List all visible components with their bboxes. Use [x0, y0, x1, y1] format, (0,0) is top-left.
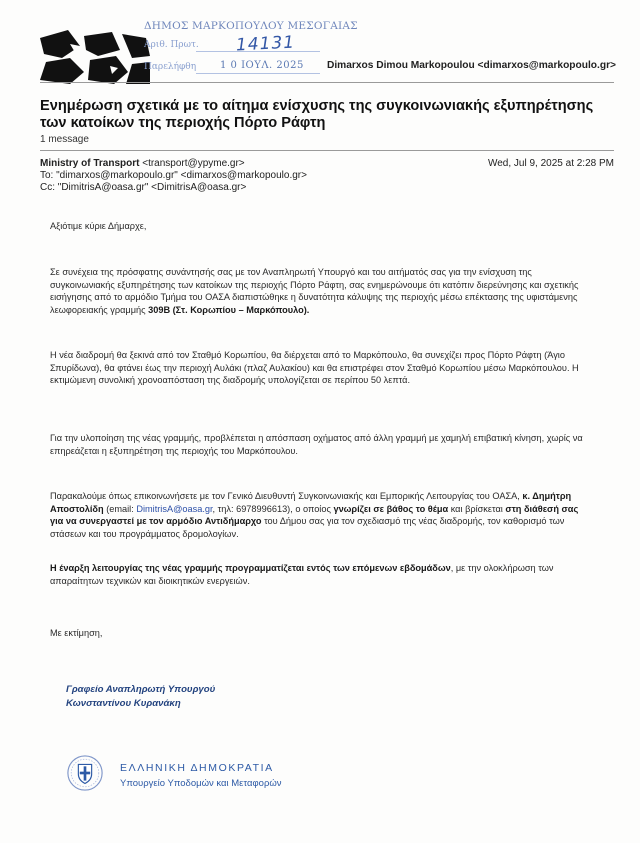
email-subject: Ενημέρωση σχετικά με το αίτημα ενίσχυσης της συγκοινωνιακής εξυπηρέτησης των κατοίκων της περιοχής Πόρτο Ράφτη [40, 98, 594, 131]
paragraph-text: Σε συνέχεια της πρόσφατης συνάντησής σας με τον Αναπληρωτή Υπουργό και του αιτήματός σας για την ενίσχυση της συγκοινωνιακής εξυπηρέτησης των κατοίκων της περιοχής Πόρτο Ράφτη, σας ενημερώνουμε ότι κατόπιν διερεύνησης και σχετικής εισήγησης από το αρμόδιο Τμήμα του ΟΑΣΑ διαπιστώθηκε η δυνατότητα κάλυψης της περιοχής μέσω επέκτασης της υφιστάμενης λεωφορειακής γραμμής [50, 267, 579, 315]
mailbox-header: Dimarxos Dimou Markopoulou <dimarxos@markopoulo.gr> [326, 60, 616, 71]
salutation: Αξιότιμε κύριε Δήμαρχε, [50, 221, 147, 231]
contact-name: κ. Δημήτρη Αποστολίδη [50, 491, 572, 514]
body-paragraph: Η νέα διαδρομή θα ξεκινά από τον Σταθμό Κορωπίου, θα διέρχεται από το Μαρκόπουλο, θα συνεχίζει προς Πόρτο Ράφτη (Άγιο Σπυρίδωνα), θα φτάνει έως την περιοχή Αυλάκι (πλαζ Αυλακίου) και θα επιστρέφει στον Σταθμό Κορωπίου μέσω Μαρκόπουλου. Η εκτιμώμενη συνολική χρονοαπόσταση της διαδρομής υπολογίζεται σε περίπου 50 λεπτά. [50, 350, 579, 386]
paragraph-text: (email: [106, 503, 134, 514]
protocol-stamp [144, 20, 358, 80]
paragraph-text: Παρακαλούμε όπως επικοινωνήσετε με τον Γενικό Διευθυντή Συγκοινωνιακής και Εμπορικής Λειτουργίας του ΟΑΣΑ, [50, 491, 520, 501]
paragraph-text: , τηλ: 6978996613), ο οποίος [212, 503, 331, 514]
body-paragraph: Για την υλοποίηση της νέας γραμμής, προβλέπεται η απόσπαση οχήματος από άλλη γραμμή με χαμηλή επιβατική κίνηση, χωρίς να επηρεάζεται η εξυπηρέτηση της περιοχής του Μαρκόπουλου. [50, 433, 583, 456]
signature-name: Κωνσταντίνου Κυρανάκη [66, 698, 181, 709]
stamp-organization: ΔΗΜΟΣ ΜΑΡΚΟΠΟΥΛΟΥ ΜΕΣΟΓΑΙΑΣ [144, 20, 358, 32]
body-paragraph [50, 266, 586, 316]
sender-email: <transport@ypyme.gr> [142, 158, 245, 169]
message-count: 1 message [40, 134, 89, 145]
stamp-received-date: 1 0 ΙΟΥΛ. 2025 [220, 60, 304, 71]
paragraph-text: του Δήμου σας για τον σχεδιασμό της νέας διαδρομής, τον καθορισμό των στάσεων και του προγράμματος δρομολογίων. [50, 516, 565, 539]
emphasis-text: στη διάθεσή σας για να συνεργαστεί με τον αρμόδιο Αντιδήμαρχο [50, 503, 579, 527]
body-paragraph [50, 562, 586, 587]
sender-name: Ministry of Transport [40, 158, 140, 169]
email-sender [40, 158, 245, 169]
stamp-underline [196, 73, 320, 74]
ministry-name: Υπουργείο Υποδομών και Μεταφορών [120, 778, 282, 789]
emphasis-text: Η έναρξη λειτουργίας της νέας γραμμής προγραμματίζεται εντός των επόμενων εβδομάδων [50, 563, 451, 573]
stamp-protocol-number: 14131 [235, 32, 296, 56]
greek-emblem-icon [66, 754, 104, 792]
stamp-received-label: Παρελήφθη [144, 62, 197, 72]
municipality-logo-icon [40, 28, 150, 84]
email-recipients: To: "dimarxos@markopoulo.gr" <dimarxos@markopoulo.gr> [40, 170, 307, 181]
signature-office: Γραφείο Αναπληρωτή Υπουργού [66, 684, 216, 695]
paragraph-text: και βρίσκεται [450, 503, 503, 514]
closing: Με εκτίμηση, [50, 628, 103, 638]
emphasis-text: γνωρίζει σε βάθος το θέμα [333, 503, 449, 514]
email-date: Wed, Jul 9, 2025 at 2:28 PM [487, 158, 614, 169]
body-paragraph [50, 490, 586, 540]
header-divider [40, 82, 614, 83]
republic-name: ΕΛΛΗΝΙΚΗ ΔΗΜΟΚΡΑΤΙΑ [120, 762, 274, 774]
email-cc: Cc: "DimitrisA@oasa.gr" <DimitrisA@oasa.gr> [40, 182, 247, 193]
paragraph-text: , με την ολοκλήρωση των απαραίτητων τεχνικών και διοικητικών ενεργειών. [50, 563, 554, 586]
subject-divider [40, 150, 614, 151]
stamp-protocol-label: Αριθ. Πρωτ. [144, 40, 199, 50]
route-name: 309Β (Στ. Κορωπίου – Μαρκόπουλο). [148, 304, 310, 315]
contact-email-link[interactable]: DimitrisA@oasa.gr [136, 503, 213, 514]
